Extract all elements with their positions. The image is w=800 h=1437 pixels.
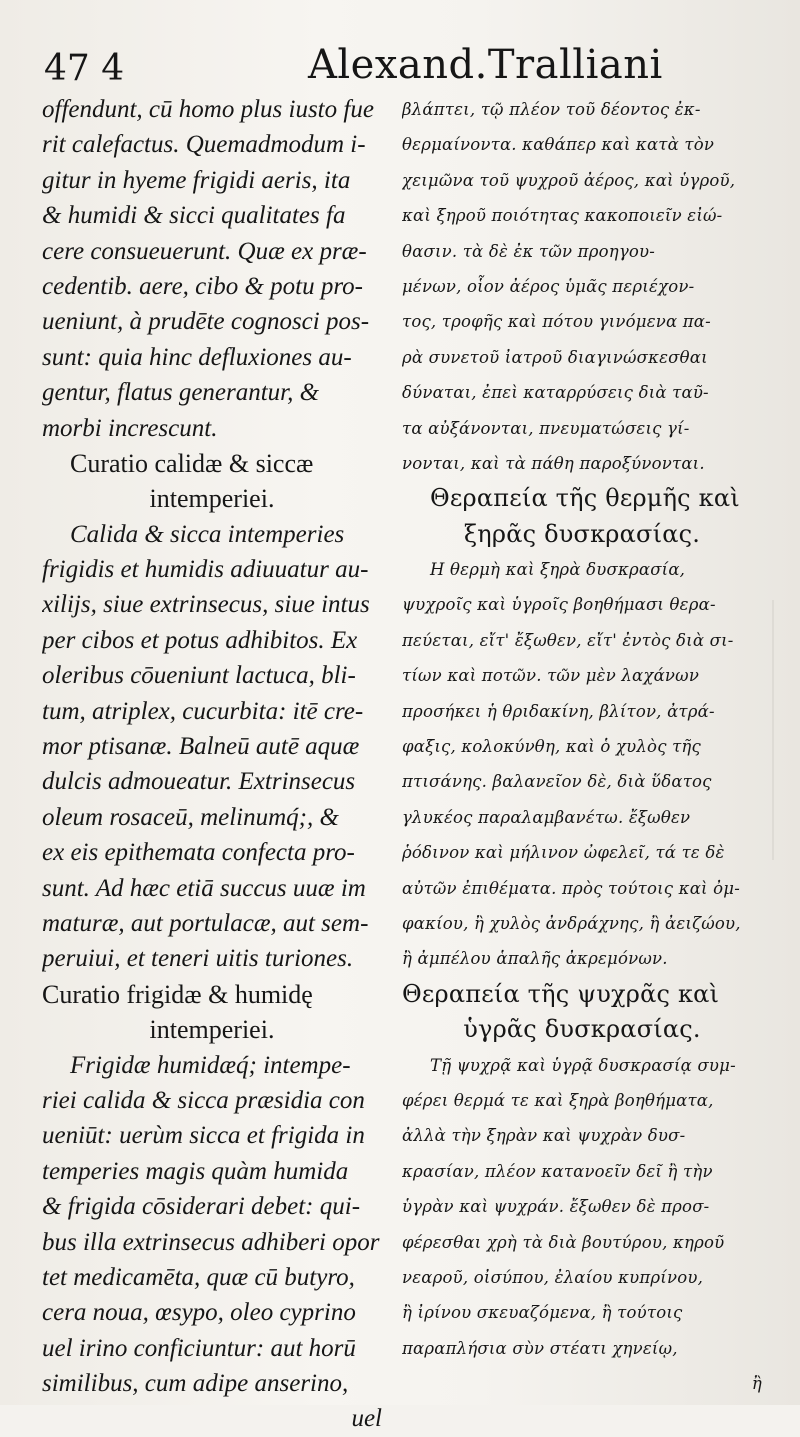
section-heading: Curatio calidæ & siccæ	[70, 448, 314, 478]
page-number: 47 4	[44, 48, 125, 89]
greek-line: ῥόδινον καὶ μήλινον ὠφελεῖ, τά τε δὲ	[402, 843, 725, 863]
page-header	[40, 42, 760, 92]
greek-line: τίων καὶ ποτῶν. τῶν μὲν λαχάνων	[402, 666, 700, 686]
latin-line: cere consueuerunt. Quæ ex præ-	[42, 237, 367, 265]
greek-line: φαξις, κολοκύνθη, καὶ ὁ χυλὸς τῆς	[402, 737, 701, 757]
greek-line: νεαροῦ, οἰσύπου, ἐλαίου κυπρίνου,	[402, 1267, 704, 1287]
latin-column	[42, 92, 382, 1437]
catchword: uel	[351, 1405, 382, 1433]
greek-line: τα αὐξάνονται, πνευματώσεις γί-	[402, 418, 690, 438]
greek-line: χειμῶνα τοῦ ψυχροῦ ἀέρος, καὶ ὑγροῦ,	[402, 170, 736, 190]
section-heading: intemperiei.	[149, 1015, 275, 1045]
greek-line: πεύεται, εἴτ' ἔξωθεν, εἴτ' ἐντὸς διὰ σι-	[402, 630, 734, 650]
latin-line: sunt: quia hinc defluxiones au-	[42, 343, 352, 371]
greek-line: βλάπτει, τῷ πλέον τοῦ δέοντος ἐκ-	[402, 100, 701, 119]
latin-line: bus illa extrinsecus adhiberi opor	[42, 1228, 380, 1256]
latin-line: uel irino conficiuntur: aut horū	[42, 1334, 356, 1362]
latin-line: riei calida & sicca præsidia con	[42, 1086, 365, 1114]
latin-line: mor ptisanæ. Balneū autē aquæ	[42, 733, 360, 761]
page-shadow	[772, 600, 774, 860]
latin-line: frigidis et humidis adiuuatur au-	[42, 556, 369, 584]
greek-column	[402, 92, 762, 1401]
latin-line: temperies magis quàm humida	[42, 1157, 349, 1185]
latin-line: ex eis epithemata confecta pro-	[42, 839, 355, 867]
section-heading: Θεραπεία τῆς ψυχρᾶς καὶ	[402, 979, 720, 1008]
latin-line: ueniunt, à prudēte cognosci pos-	[42, 308, 370, 336]
section-heading: Curatio frigidæ & humidę	[42, 979, 313, 1009]
latin-line: per cibos et potus adhibitos. Ex	[42, 626, 358, 654]
latin-line: gitur in hyeme frigidi aeris, ita	[42, 166, 351, 194]
greek-line: θασιν. τὰ δὲ ἐκ τῶν προηγου-	[402, 241, 656, 261]
greek-line: παραπλήσια σὺν στέατι χηνείῳ,	[402, 1338, 678, 1358]
latin-line: oleribus cōueniunt lactuca, bli-	[42, 662, 356, 690]
latin-line: morbi increscunt.	[42, 414, 218, 442]
latin-line: peruiui, et teneri uitis turiones.	[42, 945, 354, 973]
greek-line: ψυχροῖς καὶ ὑγροῖς βοηθήμασι θερα-	[402, 595, 716, 615]
latin-line: dulcis admoueatur. Extrinsecus	[42, 768, 356, 796]
latin-line: cera noua, œsypo, oleo cyprino	[42, 1299, 356, 1327]
greek-line: μένων, οἷον ἀέρος ὑμᾶς περιέχον-	[402, 276, 695, 296]
greek-line: Τῇ ψυχρᾷ καὶ ὑγρᾷ δυσκρασίᾳ συμ-	[430, 1055, 736, 1075]
section-heading: ὑγρᾶς δυσκρασίας.	[463, 1015, 701, 1044]
latin-line: ueniūt: uerùm sicca et frigida in	[42, 1122, 365, 1150]
greek-line: πτισάνης. βαλανεῖον δὲ, διὰ ὕδατος	[402, 772, 712, 792]
latin-line: & humidi & sicci qualitates fa	[42, 202, 346, 230]
greek-line: ὑγρὰν καὶ ψυχράν. ἔξωθεν δὲ προσ-	[402, 1197, 710, 1217]
latin-line: gentur, flatus generantur, &	[42, 379, 320, 407]
greek-line: ρὰ συνετοῦ ἰατροῦ διαγινώσκεσθαι	[402, 347, 708, 367]
latin-line: tet medicamēta, quæ cū butyro,	[42, 1263, 355, 1291]
greek-line: καὶ ξηροῦ ποιότητας κακοποιεῖν εἰώ-	[402, 206, 723, 226]
catchword: ἢ	[751, 1374, 762, 1394]
greek-line: Η θερμὴ καὶ ξηρὰ δυσκρασία,	[430, 560, 686, 580]
latin-line: offendunt, cū homo plus iusto fue	[42, 96, 374, 123]
greek-line: αὐτῶν ἐπιθέματα. πρὸς τούτοις καὶ ὀμ-	[402, 878, 740, 898]
latin-line: tum, atriplex, cucurbita: itē cre-	[42, 697, 364, 725]
greek-line: φέρεσθαι χρὴ τὰ διὰ βουτύρου, κηροῦ	[402, 1232, 725, 1252]
latin-line: Calida & sicca intemperies	[70, 520, 345, 548]
greek-line: γλυκέος παραλαμβανέτω. ἔξωθεν	[402, 807, 691, 827]
greek-line: προσήκει ἡ θριδακίνη, βλίτον, ἀτρά-	[402, 701, 715, 721]
greek-line: νονται, καὶ τὰ πάθη παροξύνονται.	[402, 453, 705, 473]
greek-line: ἢ ἰρίνου σκευαζόμενα, ἢ τούτοις	[402, 1303, 683, 1323]
latin-line: oleum rosaceū, melinumq́;, &	[42, 803, 339, 831]
greek-line: δύναται, ἐπεὶ καταρρύσεις διὰ ταῦ-	[402, 383, 709, 403]
latin-line: maturæ, aut portulacæ, aut sem-	[42, 909, 369, 937]
section-heading: ξηρᾶς δυσκρασίας.	[463, 519, 701, 548]
latin-line: cedentib. aere, cibo & potu pro-	[42, 272, 363, 300]
latin-line: sunt. Ad hæc etiā succus uuæ im	[42, 874, 366, 902]
greek-line: φέρει θερμά τε καὶ ξηρὰ βοηθήματα,	[402, 1090, 714, 1110]
running-title: Alexand.Tralliani	[308, 42, 663, 88]
greek-line: φακίου, ἢ χυλὸς ἀνδράχνης, ἢ ἀειζώου,	[402, 913, 741, 933]
latin-line: xilijs, siue extrinsecus, siue intus	[42, 591, 370, 619]
latin-line: similibus, cum adipe anserino,	[42, 1370, 349, 1398]
latin-line: & frigida cōsiderari debet: qui-	[42, 1193, 361, 1221]
latin-line: rit calefactus. Quemadmodum i-	[42, 131, 366, 159]
section-heading: Θεραπεία τῆς θερμῆς καὶ	[430, 484, 740, 513]
greek-line: κρασίαν, πλέον κατανοεῖν δεῖ ἢ τὴν	[402, 1161, 713, 1181]
greek-line: τος, τροφῆς καὶ πότου γινόμενα πα-	[402, 312, 711, 332]
greek-line: ἀλλὰ τὴν ξηρὰν καὶ ψυχρὰν δυσ-	[402, 1126, 686, 1146]
latin-line: Frigidæ humidæq́; intempe-	[70, 1051, 351, 1079]
greek-line: θερμαίνοντα. καθάπερ καὶ κατὰ τὸν	[402, 135, 715, 155]
greek-line: ἢ ἀμπέλου ἁπαλῆς ἀκρεμόνων.	[402, 949, 668, 969]
section-heading: intemperiei.	[149, 484, 275, 514]
